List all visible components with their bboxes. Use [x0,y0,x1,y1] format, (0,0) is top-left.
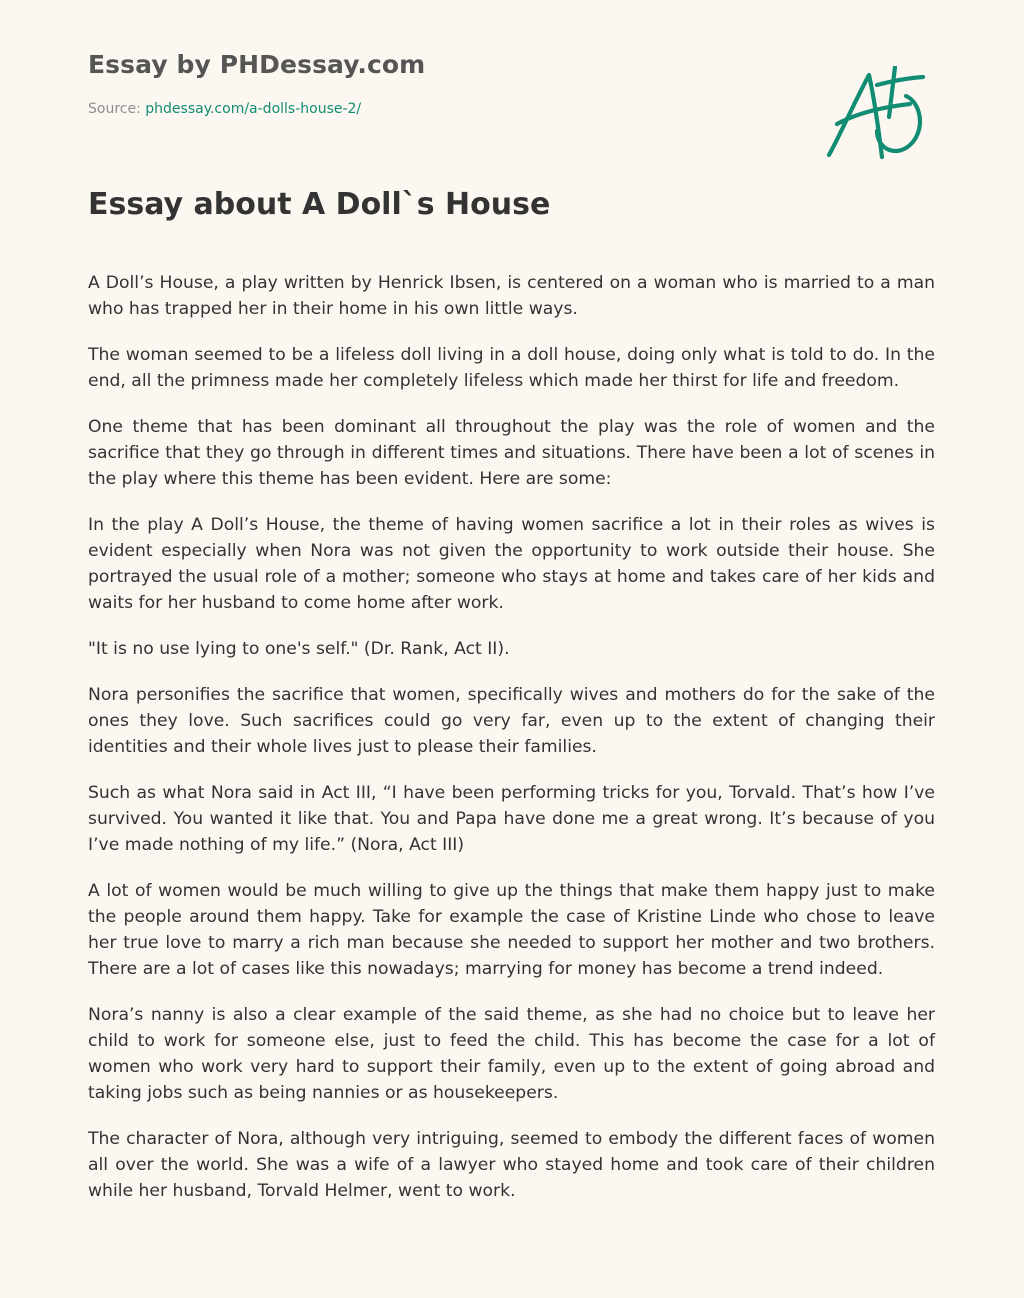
essay-quote-paragraph: "It is no use lying to one's self." (Dr. Rank, Act II). [88,639,510,659]
source-link[interactable]: phdessay.com/a-dolls-house-2/ [145,101,362,117]
site-brand[interactable]: Essay by PHDessay.com [88,50,426,79]
essay-title: Essay about A Doll`s House [88,187,551,222]
essay-paragraph: A lot of women would be much willing to give up the things that make them happy just to make the people around them happy. Take for example the case of Kristine Linde who chose to leave her true love to marry a rich man because she needed to support her mother and two brothers. There are a lot of cases like this nowadays; marrying for money has become a trend indeed. [88,881,935,979]
source-line [88,101,361,117]
essay-paragraph: Nora personifies the sacrifice that women, specifically wives and mothers do for the sake of the ones they love. Such sacrifices could go very far, even up to the extent of changing their identities and their whole lives just to please their families. [88,685,935,757]
essay-paragraph: A Doll’s House, a play written by Henrick Ibsen, is centered on a woman who is married to a man who has trapped her in their home in his own little ways. [88,273,935,319]
essay-paragraph: Nora’s nanny is also a clear example of the said theme, as she had no choice but to leave her child to work for someone else, just to feed the child. This has become the case for a lot of women who work very hard to support their family, even up to the extent of going abroad and taking jobs such as being nannies or as housekeepers. [88,1005,935,1103]
essay-paragraph: In the play A Doll’s House, the theme of having women sacrifice a lot in their roles as wives is evident especially when Nora was not given the opportunity to work outside their house. She portrayed the usual role of a mother; someone who stays at home and takes care of her kids and waits for her husband to come home after work. [88,515,935,613]
essay-body [88,270,935,1224]
essay-paragraph: The character of Nora, although very intriguing, seemed to embody the different faces of women all over the world. She was a wife of a lawyer who stayed home and took care of their children while her husband, Torvald Helmer, went to work. [88,1129,935,1201]
a-plus-grade-logo [822,66,928,160]
essay-paragraph: The woman seemed to be a lifeless doll living in a doll house, doing only what is told to do. In the end, all the primness made her completely lifeless which made her thirst for life and freedom. [88,345,935,391]
essay-quote-paragraph: Such as what Nora said in Act III, “I have been performing tricks for you, Torvald. That’s how I’ve survived. You wanted it like that. You and Papa have done me a great wrong. It’s because of you I’ve made nothing of my life.” (Nora, Act III) [88,783,935,855]
essay-paragraph: One theme that has been dominant all throughout the play was the role of women and the sacrifice that they go through in different times and situations. There have been a lot of scenes in the play where this theme has been evident. Here are some: [88,417,935,489]
source-label: Source: [88,101,146,117]
